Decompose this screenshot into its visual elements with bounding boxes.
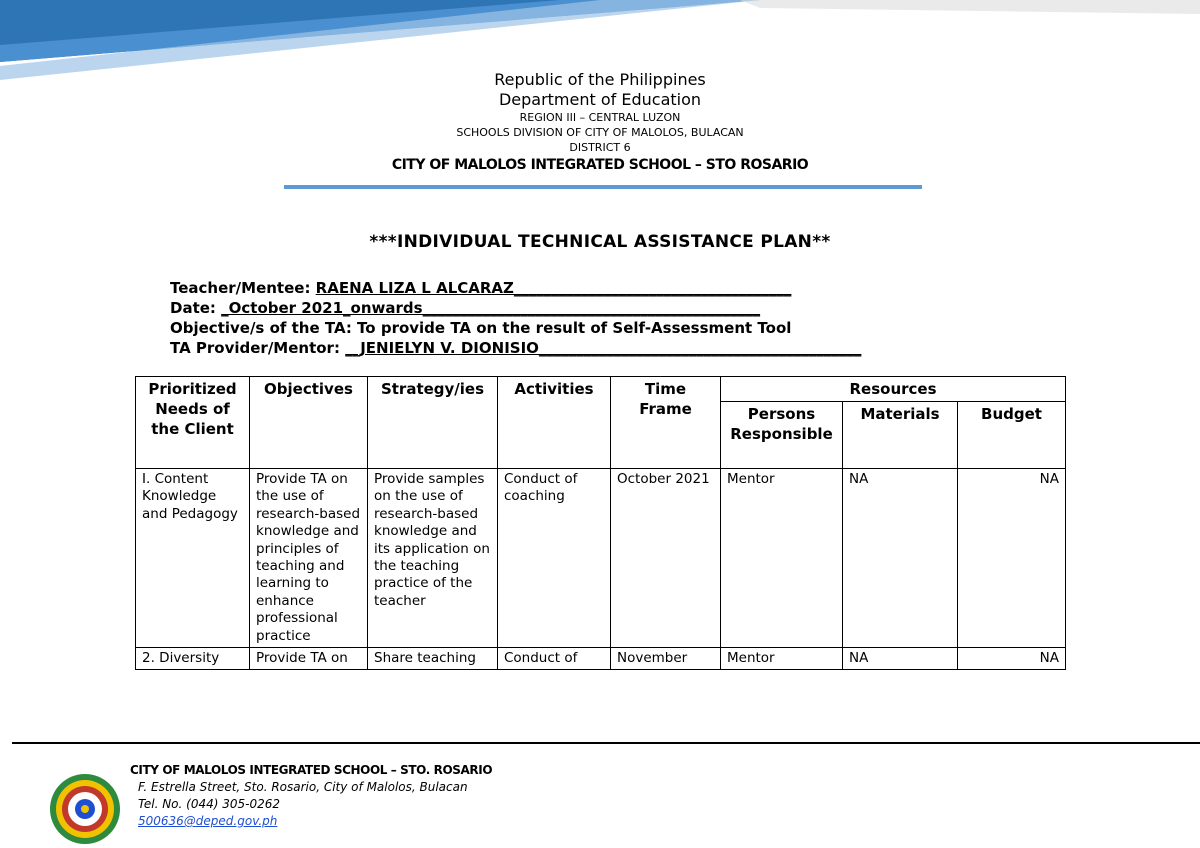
cell-materials: NA xyxy=(843,469,958,648)
footer-email-link[interactable]: 500636@deped.gov.ph xyxy=(138,814,278,828)
cell-strategy: Share teaching xyxy=(368,648,498,670)
cell-persons: Mentor xyxy=(721,648,843,670)
document-title: ***INDIVIDUAL TECHNICAL ASSISTANCE PLAN** xyxy=(369,232,831,252)
date-label: Date: xyxy=(170,299,222,317)
header-strategy: Strategy/ies xyxy=(368,377,498,469)
footer-telephone: Tel. No. (044) 305-0262 xyxy=(138,797,280,811)
cell-materials: NA xyxy=(843,648,958,670)
cell-budget: NA xyxy=(958,648,1066,670)
cell-budget: NA xyxy=(958,469,1066,648)
plan-info xyxy=(170,278,861,358)
header-divider xyxy=(284,185,922,189)
provider-row xyxy=(170,338,861,358)
header-budget: Budget xyxy=(958,402,1066,469)
provider-label: TA Provider/Mentor: xyxy=(170,339,346,357)
district-line: DISTRICT 6 xyxy=(569,141,631,154)
cell-time: November xyxy=(611,648,721,670)
header-activities: Activities xyxy=(498,377,611,469)
date-value: _October 2021_onwards_____________________________________________ xyxy=(221,299,761,317)
cell-time: October 2021 xyxy=(611,469,721,648)
footer-address: F. Estrella Street, Sto. Rosario, City of Malolos, Bulacan xyxy=(138,780,468,794)
cell-strategy: Provide samples on the use of research-based knowledge and its application on the teaching practice of the teacher xyxy=(368,469,498,648)
cell-activities: Conduct of xyxy=(498,648,611,670)
teacher-label: Teacher/Mentee: xyxy=(170,279,316,297)
table-row xyxy=(136,648,1066,670)
objective-row xyxy=(170,318,861,338)
cell-needs: 2. Diversity xyxy=(136,648,250,670)
header-objectives: Objectives xyxy=(250,377,368,469)
ta-plan-table xyxy=(135,376,1066,670)
department-line: Department of Education xyxy=(498,90,702,109)
header-needs: Prioritized Needs of the Client xyxy=(136,377,250,469)
header-persons: Persons Responsible xyxy=(721,402,843,469)
cell-activities: Conduct of coaching xyxy=(498,469,611,648)
provider-value: __JENIELYN V. DIONISIO___________________________________________ xyxy=(345,339,862,357)
header-resources: Resources xyxy=(721,377,1066,402)
header-time-frame: Time Frame xyxy=(611,377,721,469)
region-line: REGION III – CENTRAL LUZON xyxy=(519,111,681,124)
division-line: SCHOOLS DIVISION OF CITY OF MALOLOS, BULACAN xyxy=(456,126,744,139)
cell-persons: Mentor xyxy=(721,469,843,648)
objective-label: Objective/s of the TA: To provide TA on the result of Self-Assessment Tool xyxy=(170,319,792,337)
republic-line: Republic of the Philippines xyxy=(494,70,706,89)
footer-school-name: CITY OF MALOLOS INTEGRATED SCHOOL – STO. ROSARIO xyxy=(130,763,493,777)
header-materials: Materials xyxy=(843,402,958,469)
footer-contact xyxy=(130,762,492,830)
teacher-row xyxy=(170,278,861,298)
cell-objectives: Provide TA on the use of research-based knowledge and principles of teaching and learning to enhance professional practice xyxy=(250,469,368,648)
school-seal-icon xyxy=(48,772,122,846)
date-row xyxy=(170,298,861,318)
school-name: CITY OF MALOLOS INTEGRATED SCHOOL – STO ROSARIO xyxy=(391,157,809,173)
cell-objectives: Provide TA on xyxy=(250,648,368,670)
cell-needs: I. Content Knowledge and Pedagogy xyxy=(136,469,250,648)
table-header-row xyxy=(136,377,1066,402)
footer-divider xyxy=(12,742,1200,744)
teacher-value: RAENA LIZA L ALCARAZ_____________________________________ xyxy=(315,279,792,297)
table-row xyxy=(136,469,1066,648)
letterhead xyxy=(0,70,1200,173)
